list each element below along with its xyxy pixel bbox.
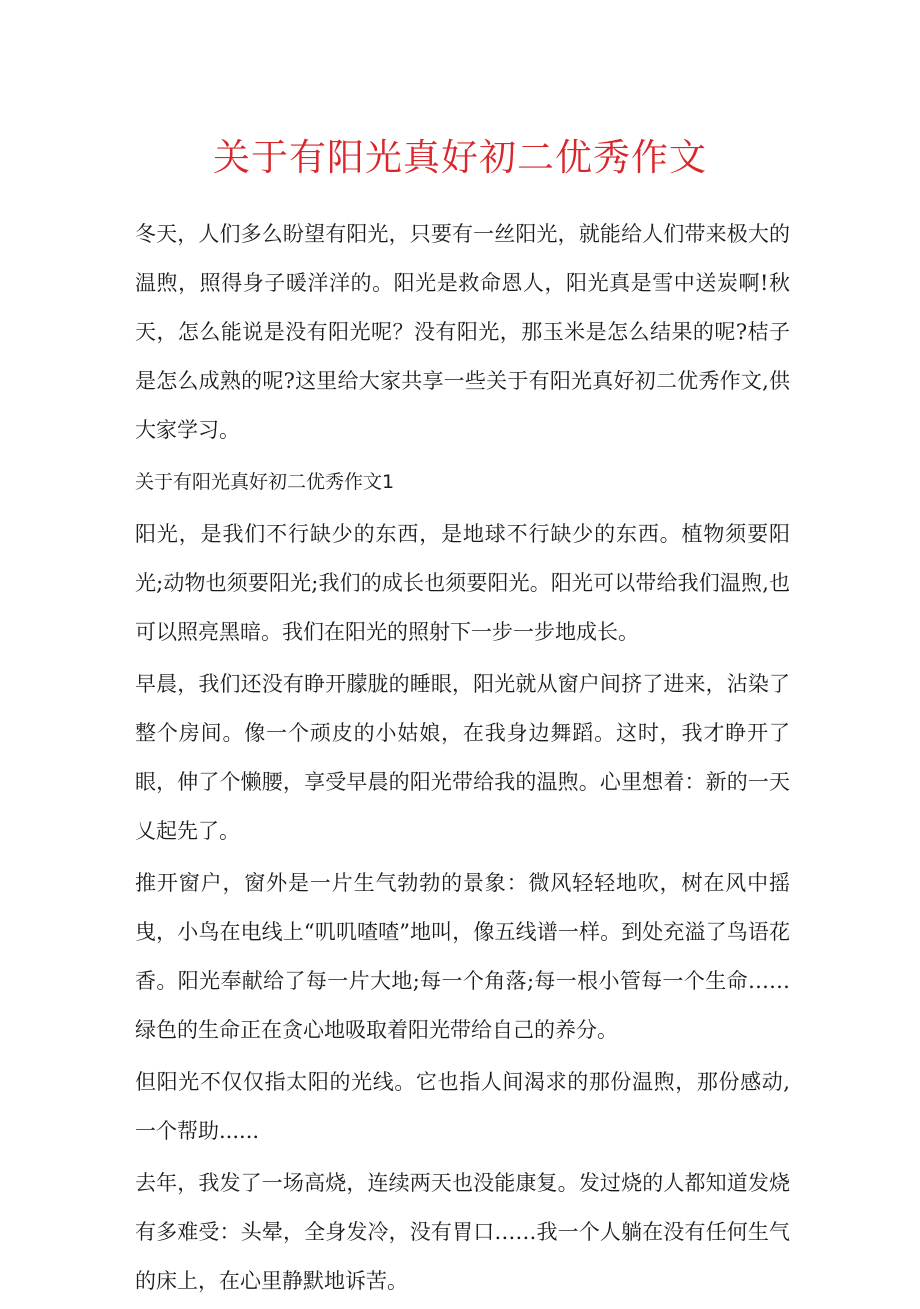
paragraph: 推开窗户，窗外是一片生气勃勃的景象：微风轻轻地吹，树在风中摇曳，小鸟在电线上“叽叽喳喳”地叫，像五线谱一样。到处充溢了鸟语花香。阳光奉献给了每一片大地;每一个角落;每一根小管每一个生命……绿色的生命正在贪心地吸取着阳光带给自己的养分。 [135, 871, 790, 1042]
paragraph: 早晨，我们还没有睁开朦胧的睡眼，阳光就从窗户间挤了进来，沾染了整个房间。像一个顽皮的小姑娘，在我身边舞蹈。这时，我才睁开了眼，伸了个懒腰，享受早晨的阳光带给我的温煦。心里想着：新的一天乂起先了。 [135, 672, 790, 843]
paragraph: 阳光，是我们不行缺少的东西，是地球不行缺少的东西。植物须要阳光;动物也须要阳光;我们的成长也须要阳光。阳光可以带给我们温煦,也可以照亮黑暗。我们在阳光的照射下一步一步地成长。 [135, 522, 790, 644]
paragraph-intro: 冬天，人们多么盼望有阳光，只要有一丝阳光，就能给人们带来极大的温煦，照得身子暖洋洋的。阳光是救命恩人，阳光真是雪中送炭啊!秋天，怎么能说是没有阳光呢？没有阳光，那玉米是怎么结果的呢?桔子是怎么成熟的呢?这里给大家共享一些关于有阳光真好初二优秀作文,供大家学习。 [135, 222, 790, 442]
document-body [135, 210, 790, 1309]
paragraph: 但阳光不仅仅指太阳的光线。它也指人间渴求的那份温煦，那份感动,一个帮助...... [135, 1070, 790, 1143]
document-title: 关于有阳光真好初二优秀作文 [213, 136, 707, 179]
paragraph: 去年，我发了一场高烧，连续两天也没能康复。发过烧的人都知道发烧有多难受：头晕，全身发冷，没有胃口……我一个人躺在没有任何生气的床上，在心里静默地诉苦。 [135, 1171, 790, 1293]
section-heading: 关于有阳光真好初二优秀作文1 [135, 471, 395, 493]
